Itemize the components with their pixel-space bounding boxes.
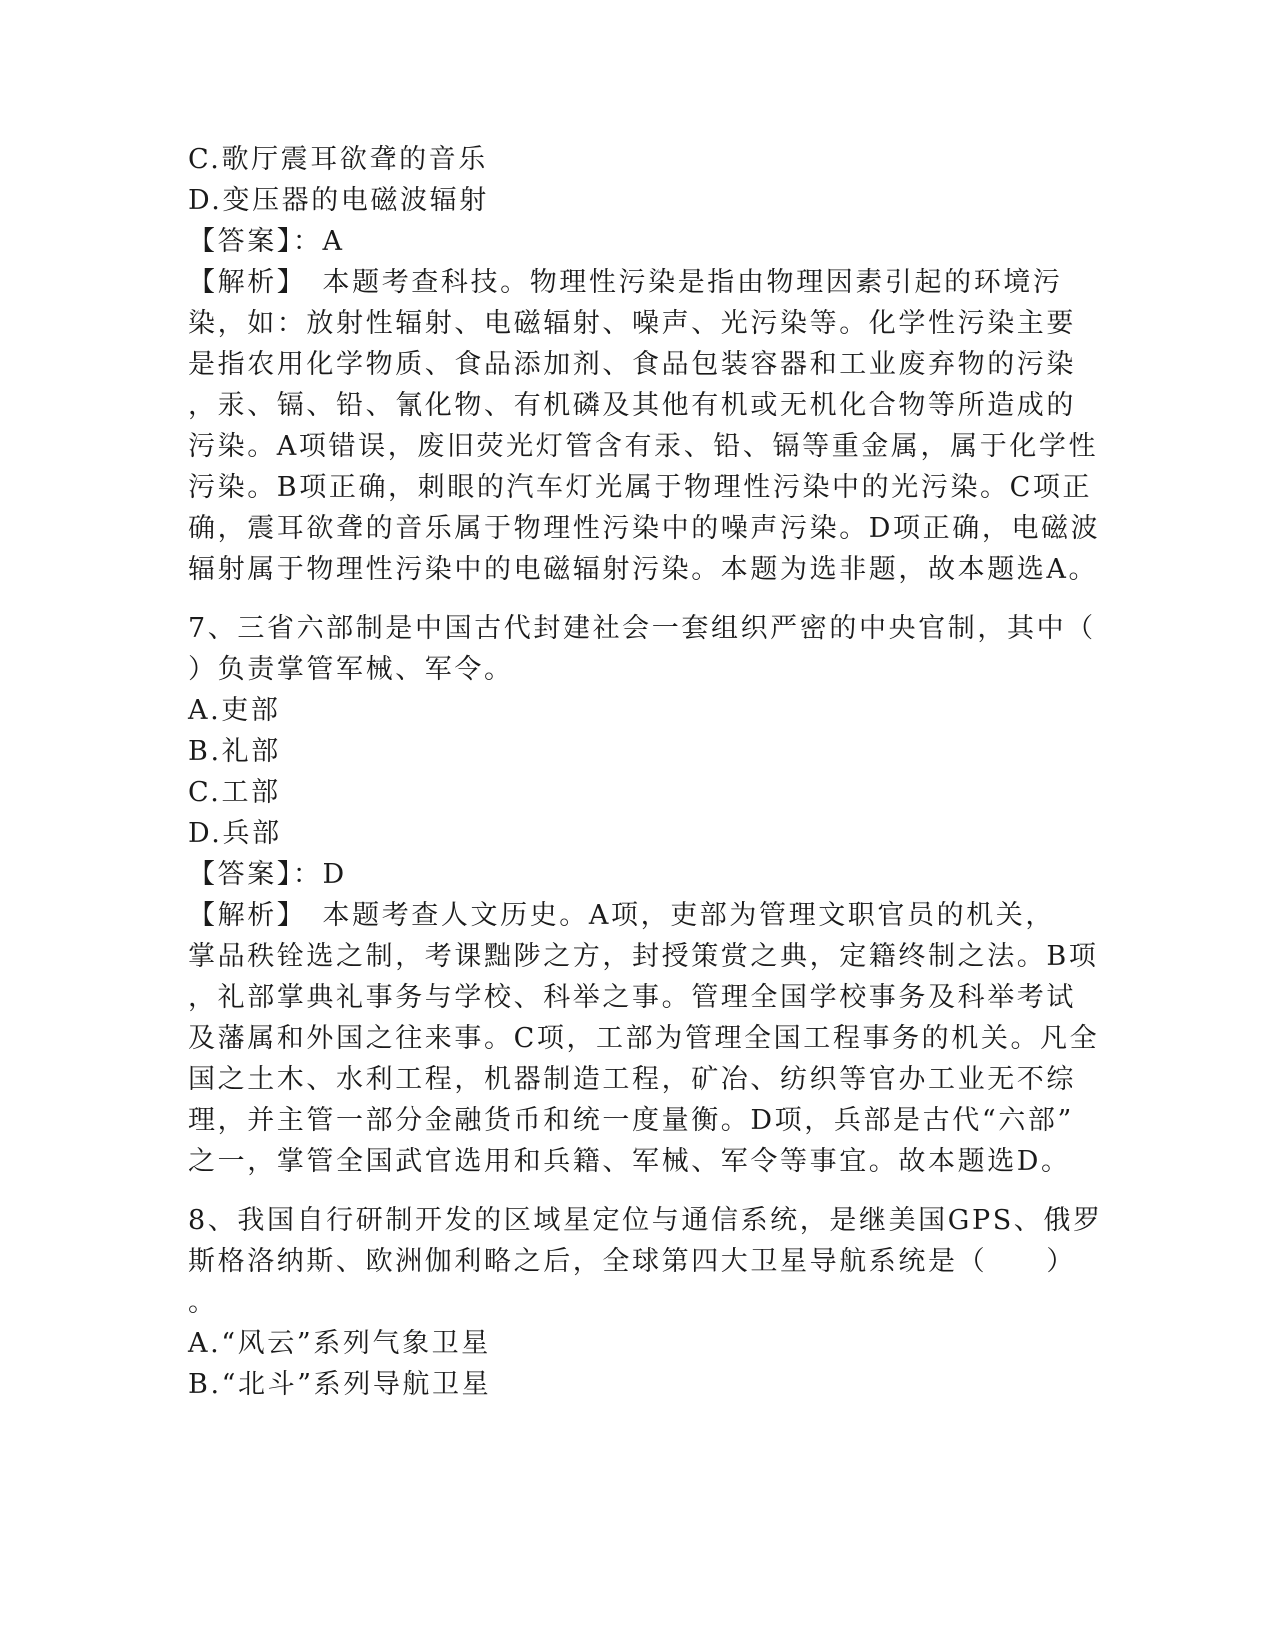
q7-option-c: C.工部 <box>188 777 281 808</box>
q7-option-a: A.吏部 <box>188 695 281 726</box>
q6-option-c: C.歌厅震耳欲聋的音乐 <box>188 144 488 175</box>
q6-analysis-line: 污染。A项错误，废旧荧光灯管含有汞、铅、镉等重金属，属于化学性 <box>188 431 1099 462</box>
q6-analysis-line: 是指农用化学物质、食品添加剂、食品包装容器和工业废弃物的污染 <box>188 349 1076 380</box>
answer-label: 【答案】 <box>188 226 293 257</box>
analysis-label: 【解析】 <box>188 900 293 931</box>
q7-analysis-line: 理，并主管一部分金融货币和统一度量衡。D项，兵部是古代“六部” <box>188 1105 1074 1136</box>
q7-analysis-line: 掌品秩铨选之制，考课黜陟之方，封授策赏之典，定籍终制之法。B项 <box>188 941 1099 972</box>
q7-stem-line: ）负责掌管军械、军令。 <box>188 654 514 685</box>
q8-option-a: A.“风云”系列气象卫星 <box>188 1328 491 1359</box>
q7-analysis-line: 之一，掌管全国武官选用和兵籍、军械、军令等事宜。故本题选D。 <box>188 1146 1071 1177</box>
analysis-text: 本题考查人文历史。A项，吏部为管理文职官员的机关， <box>292 900 1056 931</box>
q7-option-d: D.兵部 <box>188 818 282 849</box>
q6-option-d: D.变压器的电磁波辐射 <box>188 185 489 216</box>
q8-stem-line: 斯格洛纳斯、欧洲伽利略之后，全球第四大卫星导航系统是（ ） <box>188 1246 1076 1277</box>
q7-analysis-line: ，礼部掌典礼事务与学校、科举之事。管理全国学校事务及科举考试 <box>188 982 1076 1013</box>
q6-analysis-line: 染，如：放射性辐射、电磁辐射、噪声、光污染等。化学性污染主要 <box>188 308 1076 339</box>
answer-value: ：A <box>292 226 345 257</box>
q8-stem-line: 8、我国自行研制开发的区域星定位与通信系统，是继美国GPS、俄罗 <box>188 1205 1103 1236</box>
analysis-text: 本题考查科技。物理性污染是指由物理因素引起的环境污 <box>292 267 1063 298</box>
q6-analysis-line: 污染。B项正确，刺眼的汽车灯光属于物理性污染中的光污染。C项正 <box>188 472 1093 503</box>
q8-option-b: B.“北斗”系列导航卫星 <box>188 1369 492 1400</box>
q8-stem-line: 。 <box>188 1287 218 1318</box>
q7-analysis-line: 及藩属和外国之往来事。C项，工部为管理全国工程事务的机关。凡全 <box>188 1023 1100 1054</box>
q7-answer <box>188 858 347 892</box>
q6-analysis-line: 辐射属于物理性污染中的电磁辐射污染。本题为选非题，故本题选A。 <box>188 554 1099 585</box>
q7-analysis-line <box>188 899 1055 933</box>
q6-analysis-line <box>188 266 1063 300</box>
q7-option-b: B.礼部 <box>188 736 281 767</box>
q7-analysis-line: 国之土木、水利工程，机器制造工程，矿冶、纺织等官办工业无不综 <box>188 1064 1076 1095</box>
answer-value: ：D <box>292 859 347 890</box>
q6-answer <box>188 225 345 259</box>
q6-analysis-line: ，汞、镉、铅、氰化物、有机磷及其他有机或无机化合物等所造成的 <box>188 390 1076 421</box>
analysis-label: 【解析】 <box>188 267 293 298</box>
q6-analysis-line: 确，震耳欲聋的音乐属于物理性污染中的噪声污染。D项正确，电磁波 <box>188 513 1101 544</box>
q7-stem-line: 7、三省六部制是中国古代封建社会一套组织严密的中央官制，其中（ <box>188 613 1096 644</box>
answer-label: 【答案】 <box>188 859 293 890</box>
